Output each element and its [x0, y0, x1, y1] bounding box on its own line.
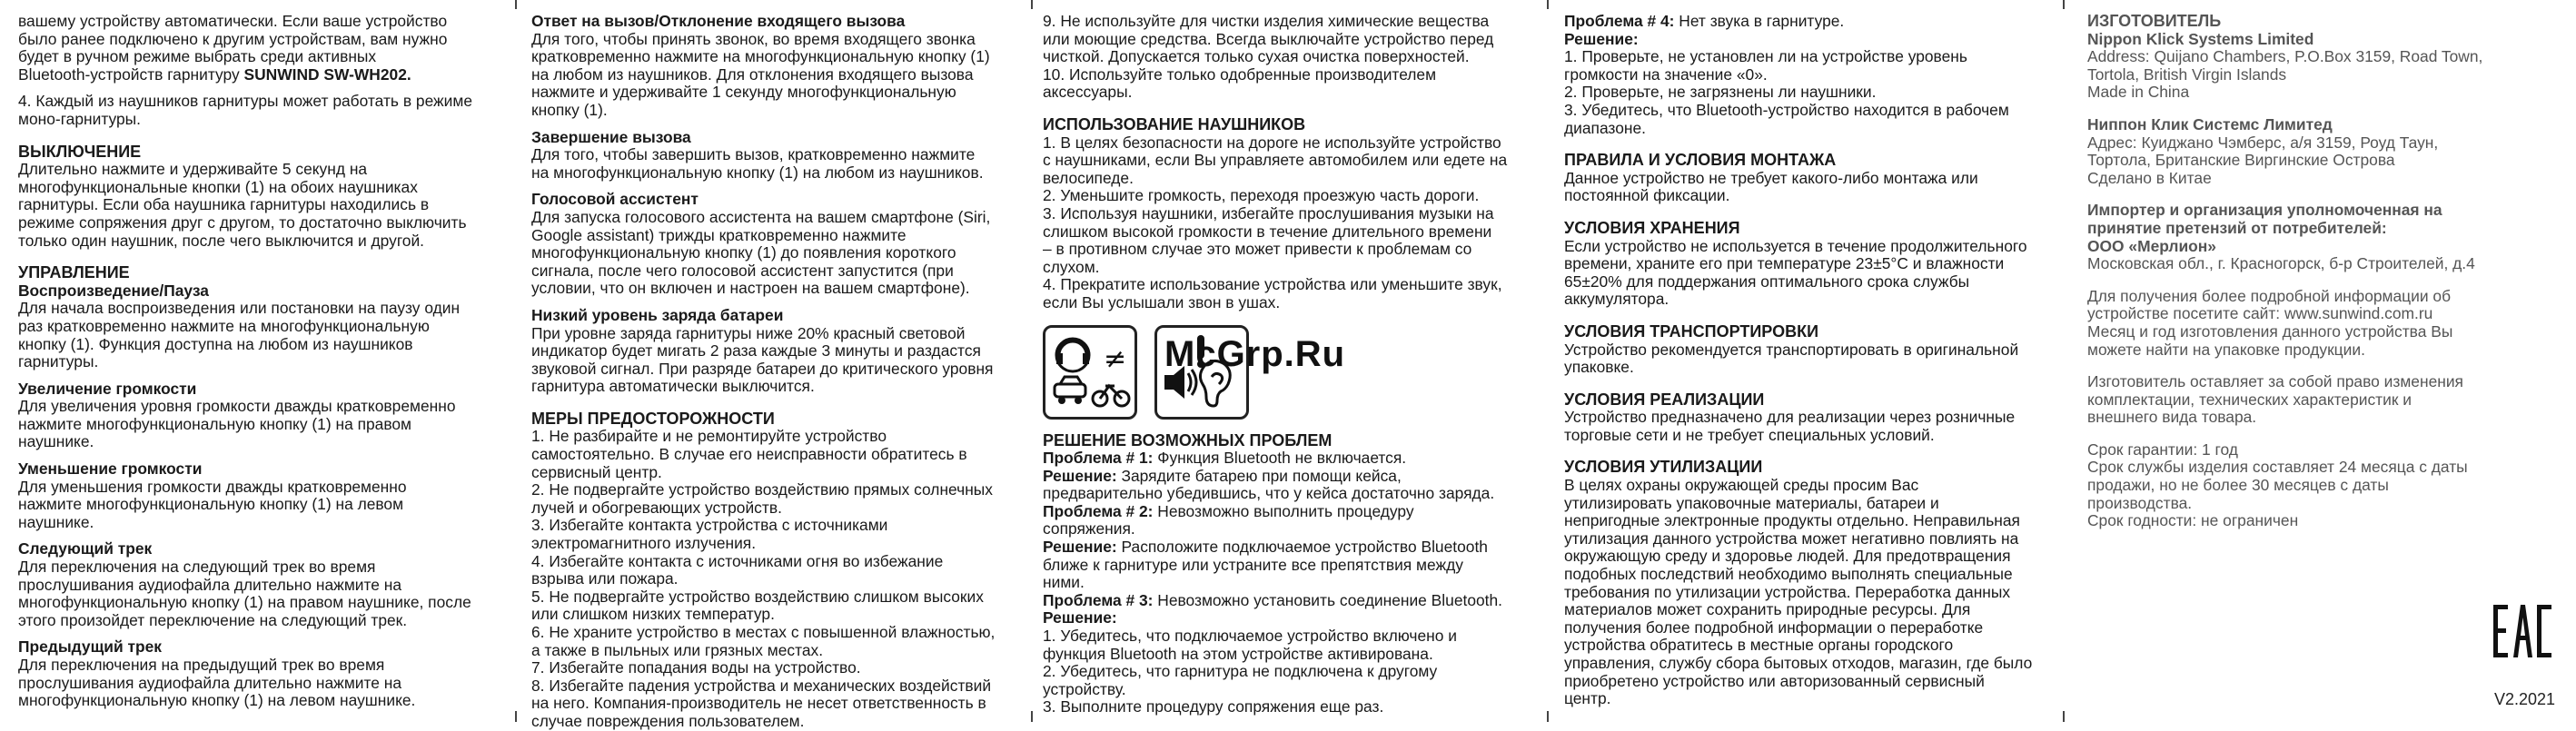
usage-title: ИСПОЛЬЗОВАНИЕ НАУШНИКОВ	[1043, 114, 1306, 133]
volume-down-text: Для уменьшения громкости дважды кратковременно нажмите многофункциональную кнопку (1) на левом наушнике.	[18, 477, 407, 531]
solution-1-cont: предварительно убедившись, что у кейса достаточно заряда.	[1043, 484, 1495, 503]
fold-mark	[2063, 711, 2065, 722]
solution-1: Решение: Зарядите батарею при помощи кейса,	[1043, 466, 1402, 485]
disposal-text: В целях охраны окружающей среды просим Вас утилизировать упаковочные материалы, батареи и непригодные электронные продукты отдельно. Неправильная утилизация данного устройства может негативно повлиять на окружающую среду и здоровье людей. Для предотвращения подобных последствий необходимо выполнять специальные требования по утилизации устройства. Переработка данных материалов может сохранить природные ресурсы. Для получения более подробной информации о переработке устройства обратитесь в местные органы городского управления, службу сбора бытовых отходов, магазин, где было приобретено устройство или авторизованный сервисный центр.	[1564, 476, 2033, 708]
storage-title: УСЛОВИЯ ХРАНЕНИЯ	[1564, 218, 1740, 237]
volume-up-title: Увеличение громкости	[18, 379, 197, 398]
fold-mark	[1031, 0, 1033, 9]
low-battery-title: Низкий уровень заряда батареи	[531, 305, 784, 324]
problem-1: Проблема # 1: Функция Bluetooth не включается.	[1043, 449, 1407, 468]
column-5	[2087, 13, 2560, 530]
sale-title: УСЛОВИЯ РЕАЛИЗАЦИИ	[1564, 390, 1765, 409]
sale-text: Устройство предназначено для реализации через розничные торговые сети и не требует специальных условий.	[1564, 408, 2016, 444]
voice-assistant-text: Для запуска голосового ассистента на вашем смартфоне (Siri, Google assistant) трижды кратковременно нажмите многофункциональную кнопку (1) до появления короткого сигнала, после чего голосовой ассистент запустится (при условии, что он включен и настроен на вашем смартфоне).	[531, 207, 991, 298]
no-phone-while-driving-icon	[1043, 325, 1137, 420]
low-battery-text: При уровне заряда гарнитуры ниже 20% красный световой индикатор будет мигать 2 раза каждые 3 минуты и раздастся звуковой сигнал. При разряде батареи до критического уровня гарнитура автоматически выключится.	[531, 323, 994, 396]
solution-3: 1. Убедитесь, что подключаемое устройство включено и функция Bluetooth на этом устройстве активирована. 2. Убедитесь, что гарнитура не подключена к другому устройству. 3. Выполните процедуру сопряжения еще раз.	[1043, 627, 1457, 716]
problem-2: Проблема # 2: Невозможно выполнить процедуру	[1043, 501, 1414, 520]
prev-track-title: Предыдущий трек	[18, 637, 163, 657]
version-label: V2.2021	[2494, 690, 2556, 708]
volume-down-title: Уменьшение громкости	[18, 459, 203, 479]
fold-mark	[515, 0, 517, 9]
problem-2-cont: сопряжения.	[1043, 519, 1135, 538]
rights-text: Изготовитель оставляет за собой право изменения комплектации, технических характеристик и внешнего вида товара.	[2087, 372, 2463, 427]
solution-2-cont2: ними.	[1043, 573, 1085, 592]
importer-address: Московская обл., г. Красногорск, б-р Строителей, д.4	[2087, 254, 2475, 273]
warranty-text: Срок гарантии: 1 год Срок службы изделия составляет 24 месяца с даты продажи, но не более 30 месяцев с даты производства. Срок годности: не ограничен	[2087, 440, 2468, 530]
answer-call-text: Для того, чтобы принять звонок, во время входящего звонка кратковременно нажмите на многофункциональную кнопку (1) на любом из наушников. Для отклонения входящего вызова нажмите и удерживайте 1 секунду многофункциональную кнопку (1).	[531, 29, 990, 119]
column-1	[18, 13, 509, 710]
fold-mark	[1031, 711, 1033, 722]
mounting-title: ПРАВИЛА И УСЛОВИЯ МОНТАЖА	[1564, 151, 1837, 170]
solution-3-label: Решение:	[1043, 608, 1117, 627]
solution-4: 1. Проверьте, не установлен ли на устройстве уровень громкости на значение «0». 2. Проверьте, не загрязнены ли наушники. 3. Убедитесь, что Bluetooth-устройство находится в рабочем диапазоне.	[1564, 47, 2009, 137]
troubleshooting-title: РЕШЕНИЕ ВОЗМОЖНЫХ ПРОБЛЕМ	[1043, 430, 1333, 449]
fold-mark	[1547, 711, 1549, 722]
manufacturer-ru-address: Адрес: Куиджано Чэмберс, а/я 3159, Роуд Таун, Тортола, Британские Виргинские Острова Сделано в Китае	[2087, 133, 2439, 187]
play-title: Воспроизведение/Пауза	[18, 281, 209, 300]
solution-4-label: Решение:	[1564, 29, 1639, 48]
volume-up-text: Для увеличения уровня громкости дважды кратковременно нажмите многофункциональную кнопку (1) на правом наушнике.	[18, 397, 456, 451]
watermark: McGrp.Ru	[1164, 334, 1346, 374]
transport-title: УСЛОВИЯ ТРАНСПОРТИРОВКИ	[1564, 321, 1819, 341]
precautions-continued: 9. Не используйте для чистки изделия химические вещества или моющие средства. Всегда выключайте устройство перед чисткой. Допускается только сухая очистка поверхностей. 10. Используйте только одобренные производителем аксессуары.	[1043, 12, 1494, 102]
usage-text: 1. В целях безопасности на дороге не используйте устройство с наушниками, если Вы управляете автомобилем или едете на велосипеде. 2. Уменьшите громкость, переходя проезжую часть дороги. 3. Используя наушники, избегайте прослушивания музыки на слишком высокой громкости в течение длительного времени – в противном случае это может привести к проблемам со слухом. 4. Прекратите использование устройства или уменьшите звук, если Вы услышали звон в ушах.	[1043, 133, 1508, 311]
fold-mark	[2063, 0, 2065, 9]
fold-mark	[515, 711, 517, 722]
manufacturer-ru-name: Ниппон Клик Системс Лимитед	[2087, 114, 2333, 133]
problem-3: Проблема # 3: Невозможно установить соединение Bluetooth.	[1043, 590, 1503, 609]
end-call-title: Завершение вызова	[531, 127, 691, 146]
mounting-text: Данное устройство не требует какого-либо монтажа или постоянной фиксации.	[1564, 168, 1978, 205]
info-text: Для получения более подробной информации об устройстве посетите сайт: www.sunwind.com.ru Месяц и год изготовления данного устройства Вы можете найти на упаковке продукции.	[2087, 286, 2453, 359]
column-2	[531, 13, 1026, 731]
intro-text: вашему устройству автоматически. Если ваше устройство было ранее подключено к другим устройствам, вам нужно будет в ручном режиме выбрать среди активных Bluetooth-устройств гарнитуру SUNWIND SW-WH202.	[18, 12, 448, 84]
transport-text: Устройство рекомендуется транспортировать в оригинальной упаковке.	[1564, 340, 2019, 377]
voice-assistant-title: Голосовой ассистент	[531, 190, 698, 209]
off-text: Длительно нажмите и удерживайте 5 секунд на многофункциональные кнопки (1) на обоих наушниках гарнитуры. Если оба наушника гарнитуры находились в режиме сопряжения друг с другом, то достаточно выключить только один наушник, после чего выключится и другой.	[18, 160, 467, 250]
next-track-text: Для переключения на следующий трек во время прослушивания аудиофайла длительно нажмите на многофункциональную кнопку (1) на правом наушнике, после этого произойдет переключение на следующий трек.	[18, 558, 471, 629]
precautions-text: 1. Не разбирайте и не ремонтируйте устройство самостоятельно. В случае его неисправности обратитесь в сервисный центр. 2. Не подвергайте устройство воздействию прямых солнечных лучей и обогревающих устройств. 3. Избегайте контакта устройства с источниками электромагнитного излучения. 4. Избегайте контакта с источниками огня во избежание взрыва или пожара. 5. Не подвергайте устройство воздействию слишком высоких или слишком низких температур. 6. Не храните устройство в местах с повышенной влажностью, а также в пыльных или грязных местах. 7. Избегайте попадания воды на устройство. 8. Избегайте падения устройства и механических воздействий на него. Компания-производитель не несет ответственность в случае повреждения пользователем.	[531, 427, 996, 730]
eac-mark-icon	[2493, 605, 2551, 657]
fold-mark	[1547, 0, 1549, 9]
solution-2-cont: ближе к гарнитуре или устраните все препятствия между	[1043, 555, 1463, 574]
manufacturer-address: Address: Quijano Chambers, P.O.Box 3159, Road Town, Tortola, British Virgin Islands Made in China	[2087, 47, 2483, 102]
play-text: Для начала воспроизведения или постановки на паузу один раз кратковременно нажмите на многофункциональную кнопку (1). Функция доступна на любом из наушников гарнитуры.	[18, 299, 461, 371]
problem-4: Проблема # 4: Нет звука в гарнитуре.	[1564, 12, 1845, 30]
column-4	[1564, 13, 2068, 708]
answer-call-title: Ответ на вызов/Отклонение входящего вызова	[531, 12, 906, 30]
storage-text: Если устройство не используется в течение продолжительного времени, храните его при температуре 23±5°С и влажности 65±20% для поддержания оптимального срока службы аккумулятора.	[1564, 236, 2027, 309]
off-title: ВЫКЛЮЧЕНИЕ	[18, 142, 142, 161]
svg-text:≠: ≠	[1104, 342, 1127, 375]
importer-name: ООО «Мерлион»	[2087, 236, 2216, 255]
manufacturer-name: Nippon Klick Systems Limited	[2087, 29, 2314, 48]
manufacturer-title: ИЗГОТОВИТЕЛЬ	[2087, 12, 2222, 30]
next-track-title: Следующий трек	[18, 539, 153, 558]
item-4: 4. Каждый из наушников гарнитуры может работать в режиме моно-гарнитуры.	[18, 92, 473, 128]
disposal-title: УСЛОВИЯ УТИЛИЗАЦИИ	[1564, 458, 1763, 477]
solution-2: Решение: Расположите подключаемое устройство Bluetooth	[1043, 538, 1488, 557]
importer-title: Импортер и организация уполномоченная на принятие претензий от потребителей:	[2087, 201, 2442, 237]
end-call-text: Для того, чтобы завершить вызов, кратковременно нажмите на многофункциональную кнопку (1) на любом из наушников.	[531, 145, 984, 182]
control-title: УПРАВЛЕНИЕ	[18, 263, 130, 282]
prev-track-text: Для переключения на предыдущий трек во время прослушивания аудиофайла длительно нажмите на многофункциональную кнопку (1) на левом наушнике.	[18, 656, 416, 710]
precautions-title: МЕРЫ ПРЕДОСТОРОЖНОСТИ	[531, 409, 775, 428]
